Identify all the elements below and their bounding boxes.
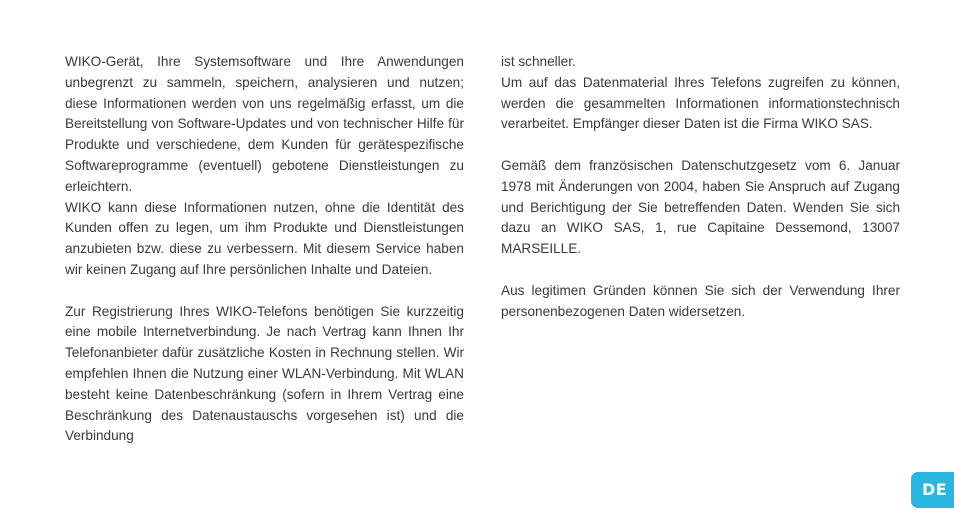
paragraph-registration: Zur Registrierung Ihres WIKO-Telefons benötigen Sie kurzzeitig eine mobile Internetverbindung. Je nach Vertrag kann Ihnen Ihr Telefonanbieter dafür zusätzliche Kosten in Rechnung stellen. Wir empfehlen Ihnen die Nutzung einer WLAN-Verbindung. Mit WLAN besteht keine Datenbeschränkung (sofern in Ihrem Vertrag eine Beschränkung des Datenaustauschs vorgesehen ist) und die Verbindung — [65, 303, 464, 444]
language-badge: DE — [911, 472, 954, 508]
paragraph-objection-right: Aus legitimen Gründen können Sie sich der Verwendung Ihrer personenbezogenen Daten widersetzen. — [501, 282, 900, 319]
paragraph-spacer — [501, 260, 900, 281]
paragraph-privacy-law: Gemäß dem französischen Datenschutzgesetz vom 6. Januar 1978 mit Änderungen von 2004, haben Sie Anspruch auf Zugang und Berichtigung der Sie betreffenden Daten. Wenden Sie sich dazu an WIKO SAS, 1, rue Capitaine Dessemond, 13007 MARSEILLE. — [501, 157, 900, 257]
paragraph-identity-usage: WIKO kann diese Informationen nutzen, ohne die Identität des Kunden offen zu legen, um ihm Produkte und Dienstleistungen anzubieten bzw. diese zu verbessern. Mit diesem Service haben wir keinen Zugang auf Ihre persönlichen Inhalte und Dateien. — [65, 199, 464, 277]
right-text-column — [501, 52, 900, 322]
paragraph-spacer — [65, 281, 464, 302]
paragraph-continuation: ist schneller. — [501, 54, 576, 69]
paragraph-data-processing: Um auf das Datenmaterial Ihres Telefons zugreifen zu können, werden die gesammelten Informationen informationstechnisch verarbeitet. Empfänger dieser Daten ist die Firma WIKO SAS. — [501, 74, 900, 132]
left-text-column — [65, 52, 464, 447]
paragraph-spacer — [501, 135, 900, 156]
paragraph-data-collection: WIKO-Gerät, Ihre Systemsoftware und Ihre Anwendungen unbegrenzt zu sammeln, speichern, analysieren und nutzen; diese Informationen werden von uns regelmäßig erfasst, um die Bereitstellung von Software-Updates und von technischer Hilfe für Produkte und verschiedene, dem Kunden für gerätespezifische Softwareprogramme (eventuell) gebotene Dienstleistungen zu erleichtern. — [65, 54, 464, 194]
